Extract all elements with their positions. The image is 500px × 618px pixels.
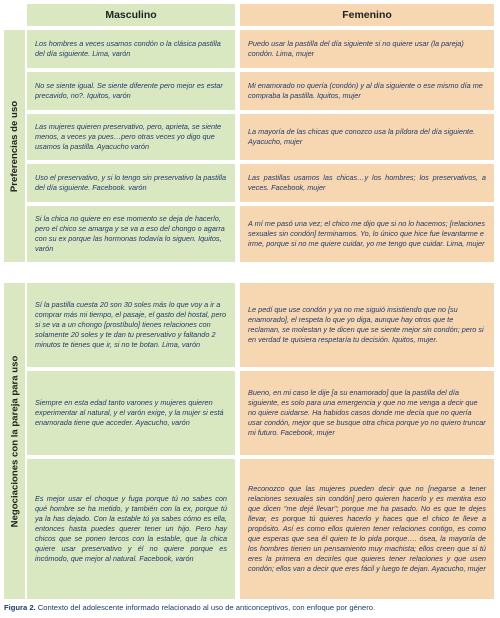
quote-male: Siempre en esta edad tanto varones y mujeres quieren experimentar al natural, y el varón exige, y la mujer si está enamorada tiene que acceder. Ayacucho, varón <box>27 371 235 455</box>
quote-female: Le pedí que use condón y ya no me siguió insistiendo que no [su enamorado], el respeta lo que yo diga, aunque hay otros que te reclaman, se molestan y te dicen que se siente mejor sin condón; pero si en verdad te quisiera respetaría tu decisión. Iquitos, mujer. <box>240 283 494 367</box>
section-label-preferencias: Preferencias de uso <box>4 30 25 262</box>
quote-male: No se siente igual. Se siente diferente pero mejor es estar precavido, no?. Iquitos, varón <box>27 72 235 110</box>
quote-female: Las pastillas usamos las chicas…y los hombres; los preservativos, a veces. Facebook, mujer <box>240 164 494 202</box>
quote-male: Uso el preservativo, y si lo tengo sin preservativo la pastilla del día siguiente. Facebook. varón <box>27 164 235 202</box>
quote-female: A mí me pasó una vez; el chico me dijo que si no lo hacemos; [relaciones sexuales sin condón] terminamos. Yo, lo único que hice fue levantarme e irme, porque si no me quiere cuidar, yo me tengo que cuidar. Lima, mujer <box>240 206 494 262</box>
header-femenino: Femenino <box>240 4 494 26</box>
quote-female: Reconozco que las mujeres pueden decir que no [negarse a tener relaciones sexuales sin condón] pero quieren hacerlo y es mentira eso que dicen "me dejé llevar"; porque me ha pasado. No es que te dejes llevar, es porque tú quieres hacerlo y haces que el chico te lleve a propósito. Así es como ellos quieren tener relaciones contigo, es como que esperas que sea él quien te lo pida porque…. ósea, la mayoría de los hombres tienen un pensamiento muy machista; ellos creen que si tú eres la primera en decirles que quieres tener relaciones y que usen condón; ellos van a decir que eres fácil y luego te dejan. Ayacucho, mujer <box>240 459 494 599</box>
section-label-negociaciones: Negociaciones con la pareja para uso <box>4 283 25 599</box>
quote-male: Es mejor usar el choque y fuga porque tú no sabes con qué hombre se ha metido, y también con la ex, porque tú ya la has dejado. Con la estable tú ya sabes cómo es ella, entonces hasta puedes querer tener un hijo. Pero hay chicos que se ponen tercos con la estable, que la chica quiere usar preservativo y él no quiere porque es incómodo, que mejor al natural. Facebook, varón <box>27 459 235 599</box>
quote-female: Bueno, en mi caso le dije [a su enamorado] que la pastilla del día siguiente, es solo para una emergencia y que no me venga a decir que no quiere cuidarse. Ha habidos casos donde me decía que no quería usar condón, mejor que se busque otra chica porque yo no quiero truncar mi futuro. Facebook, mujer <box>240 371 494 455</box>
quote-female: Puedo usar la pastilla del día siguiente si no quiere usar (la pareja) condón. Lima, mujer <box>240 30 494 68</box>
caption-text: Contexto del adolescente informado relacionado al uso de anticonceptivos, con enfoque por género. <box>35 603 376 612</box>
caption-label: Figura 2. <box>4 603 36 612</box>
header-masculino: Masculino <box>27 4 235 26</box>
quote-female: La mayoría de las chicas que conozco usa la píldora del día siguiente. Ayacucho, mujer <box>240 114 494 160</box>
quote-female: Mi enamorado no quería (condón) y al día siguiente o ese mismo día me compraba la pastilla. Iquitos, mujer <box>240 72 494 110</box>
quote-male: Si la chica no quiere en ese momento se deja de hacerlo, pero el chico se amarga y se va a eso del chongo o agarra con su ex porque las hormonas todavía lo siguen. Iquitos, varón <box>27 206 235 262</box>
quote-male: Sí la pastilla cuesta 20 son 30 soles más lo que voy a ir a comprar más mi tiempo, el pasaje, el gasto del hostal, pero si se va a un chongo [prostíbulo] tienes relaciones con solamente 20 soles y te dan tu preservativo y faltando 2 minutos te tienes que ir, si no te botan. Lima, varón <box>27 283 235 367</box>
figure-caption <box>4 603 375 612</box>
quote-male: Los hombres a veces usamos condón o la clásica pastilla del día siguiente. Lima, varón <box>27 30 235 68</box>
quote-male: Las mujeres quieren preservativo, pero, aprieta, se siente menos, a veces ya pues…pero otras veces yo digo que usamos la pastilla. Ayacucho varón <box>27 114 235 160</box>
